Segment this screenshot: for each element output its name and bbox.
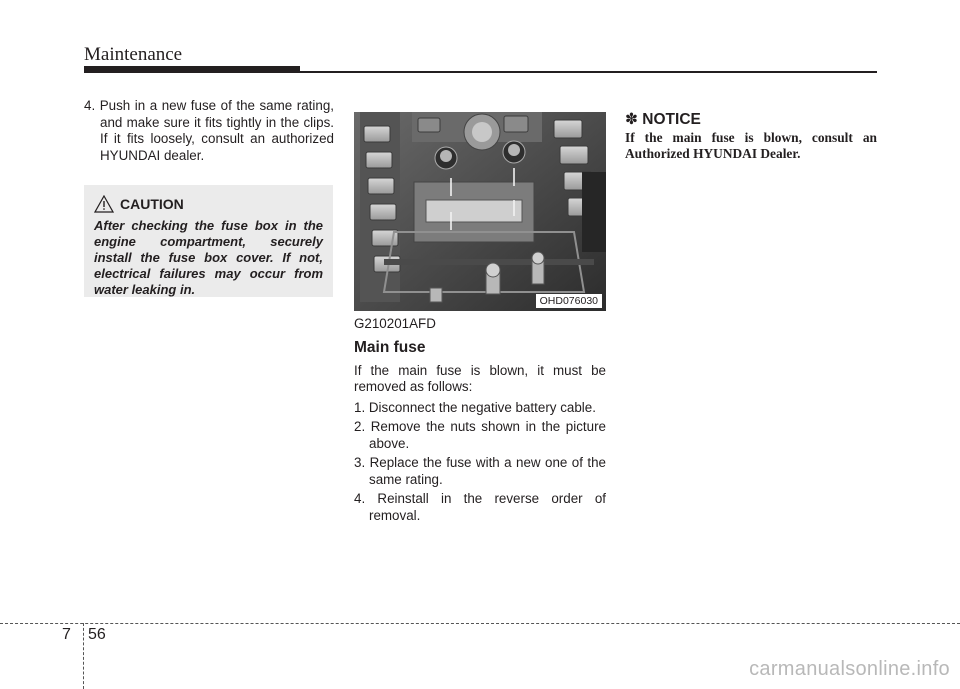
section-intro: If the main fuse is blown, it must be removed as follows:	[354, 362, 606, 394]
notice-heading: ✽ NOTICE	[625, 111, 701, 128]
caution-label: CAUTION	[120, 196, 184, 212]
footer-divider	[83, 623, 84, 689]
page-header-title: Maintenance	[84, 44, 183, 65]
caution-heading	[94, 193, 323, 215]
header-rule-thick	[84, 66, 300, 73]
chapter-number: 7	[62, 626, 71, 643]
caution-text: After checking the fuse box in the engine compartment, securely install the fuse box cover. If not, electrical failures may occur from water leaking in.	[94, 218, 323, 297]
caution-box	[84, 185, 333, 297]
page-number: 56	[88, 626, 106, 643]
left-column	[84, 98, 334, 164]
fuse-box-photo	[354, 112, 606, 311]
section-title: Main fuse	[354, 338, 426, 356]
list-item: 3. Replace the fuse with a new one of the same rating.	[354, 455, 606, 487]
notice-text: If the main fuse is blown, consult an Authorized HYUNDAI Dealer.	[625, 130, 877, 161]
header-rule-thin	[300, 71, 877, 73]
section-code: G210201AFD	[354, 316, 436, 331]
removal-steps	[354, 400, 606, 525]
warning-triangle-icon	[94, 195, 114, 213]
list-item: 2. Remove the nuts shown in the picture above.	[354, 419, 606, 451]
fuse-replacement-step: 4. Push in a new fuse of the same rating, and make sure it fits tightly in the clips. If it fits loosely, consult an authorized HYUNDAI dealer.	[84, 98, 334, 163]
main-fuse-section	[354, 316, 606, 527]
fuse-box-illustration	[354, 112, 606, 311]
figure-code: OHD076030	[536, 294, 602, 308]
list-item: 4. Reinstall in the reverse order of removal.	[354, 491, 606, 523]
footer-rule	[0, 623, 960, 624]
list-item: 1. Disconnect the negative battery cable.	[354, 399, 596, 415]
watermark-text: carmanualsonline.info	[749, 658, 950, 680]
notice-section	[625, 110, 877, 162]
